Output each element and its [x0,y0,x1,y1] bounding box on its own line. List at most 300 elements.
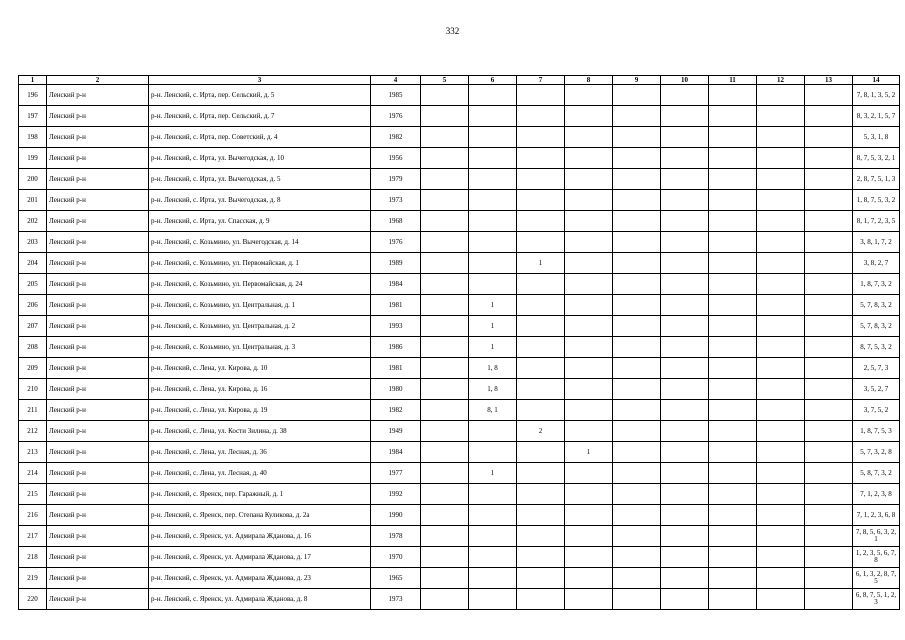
col5-cell [421,421,469,442]
col14-cell: 2, 5, 7, 3 [853,358,900,379]
col11-cell [709,379,757,400]
col6-cell [469,169,517,190]
column-header-9: 9 [613,76,661,85]
address-cell: р-н. Ленский, с. Лена, ул. Кирова, д. 16 [149,379,371,400]
col12-cell [757,127,805,148]
col6-cell [469,526,517,547]
col10-cell [661,589,709,610]
row-number: 213 [19,442,47,463]
col8-cell [565,421,613,442]
district-cell: Ленский р-н [47,85,149,106]
district-cell: Ленский р-н [47,589,149,610]
col11-cell [709,274,757,295]
col8-cell: 1 [565,442,613,463]
col13-cell [805,148,853,169]
col12-cell [757,316,805,337]
col5-cell [421,568,469,589]
col10-cell [661,379,709,400]
col10-cell [661,85,709,106]
col12-cell [757,421,805,442]
year-cell: 1986 [371,337,421,358]
col13-cell [805,127,853,148]
col14-cell: 8, 1, 7, 2, 3, 5 [853,211,900,232]
row-number: 203 [19,232,47,253]
col7-cell [517,547,565,568]
col9-cell [613,148,661,169]
col7-cell [517,589,565,610]
col12-cell [757,484,805,505]
col6-cell [469,505,517,526]
col7-cell [517,484,565,505]
col8-cell [565,274,613,295]
col9-cell [613,421,661,442]
table-body [19,85,900,610]
col12-cell [757,442,805,463]
col9-cell [613,484,661,505]
col6-cell [469,232,517,253]
col9-cell [613,316,661,337]
col6-cell: 1 [469,295,517,316]
col10-cell [661,316,709,337]
col14-cell: 8, 3, 2, 1, 5, 7 [853,106,900,127]
address-cell: р-н. Ленский, с. Ирта, ул. Вычегодская, д. 5 [149,169,371,190]
col14-cell: 7, 8, 1, 3, 5, 2 [853,85,900,106]
table-row [19,190,900,211]
col7-cell [517,169,565,190]
col11-cell [709,442,757,463]
col12-cell [757,106,805,127]
row-number: 201 [19,190,47,211]
district-cell: Ленский р-н [47,400,149,421]
page-number: 332 [445,26,460,36]
row-number: 218 [19,547,47,568]
col8-cell [565,148,613,169]
col7-cell [517,211,565,232]
col10-cell [661,148,709,169]
col6-cell [469,253,517,274]
col5-cell [421,442,469,463]
col9-cell [613,589,661,610]
row-number: 196 [19,85,47,106]
col14-cell: 1, 8, 7, 5, 3 [853,421,900,442]
col8-cell [565,589,613,610]
col12-cell [757,253,805,274]
col5-cell [421,400,469,421]
col9-cell [613,295,661,316]
table-row [19,442,900,463]
district-cell: Ленский р-н [47,547,149,568]
district-cell: Ленский р-н [47,463,149,484]
col7-cell [517,463,565,484]
col13-cell [805,316,853,337]
col14-cell: 7, 8, 5, 6, 3, 2, 1 [853,526,900,547]
table-row [19,253,900,274]
year-cell: 1973 [371,589,421,610]
district-cell: Ленский р-н [47,106,149,127]
district-cell: Ленский р-н [47,253,149,274]
col7-cell [517,358,565,379]
district-cell: Ленский р-н [47,232,149,253]
table-row [19,547,900,568]
address-cell: р-н. Ленский, с. Яренск, ул. Адмирала Жданова, д. 8 [149,589,371,610]
col9-cell [613,463,661,484]
row-number: 214 [19,463,47,484]
row-number: 198 [19,127,47,148]
row-number: 199 [19,148,47,169]
table-row [19,337,900,358]
col9-cell [613,379,661,400]
year-cell: 1980 [371,379,421,400]
district-cell: Ленский р-н [47,505,149,526]
col8-cell [565,484,613,505]
col13-cell [805,463,853,484]
col11-cell [709,169,757,190]
col8-cell [565,316,613,337]
year-cell: 1984 [371,442,421,463]
col11-cell [709,421,757,442]
col7-cell [517,505,565,526]
col11-cell [709,589,757,610]
col12-cell [757,463,805,484]
col9-cell [613,400,661,421]
col8-cell [565,400,613,421]
year-cell: 1981 [371,358,421,379]
col13-cell [805,442,853,463]
year-cell: 1984 [371,274,421,295]
col7-cell [517,379,565,400]
year-cell: 1976 [371,106,421,127]
table-row [19,232,900,253]
col12-cell [757,526,805,547]
address-cell: р-н. Ленский, с. Яренск, пер. Степана Куликова, д. 2а [149,505,371,526]
col8-cell [565,106,613,127]
col8-cell [565,379,613,400]
year-cell: 1993 [371,316,421,337]
district-cell: Ленский р-н [47,295,149,316]
year-cell: 1968 [371,211,421,232]
col5-cell [421,337,469,358]
col10-cell [661,106,709,127]
year-cell: 1981 [371,295,421,316]
col10-cell [661,400,709,421]
col6-cell [469,274,517,295]
col12-cell [757,589,805,610]
col5-cell [421,211,469,232]
row-number: 217 [19,526,47,547]
year-cell: 1992 [371,484,421,505]
col5-cell [421,316,469,337]
col10-cell [661,295,709,316]
address-cell: р-н. Ленский, с. Яренск, ул. Адмирала Жданова, д. 16 [149,526,371,547]
row-number: 197 [19,106,47,127]
col9-cell [613,106,661,127]
table-row [19,169,900,190]
col6-cell: 8, 1 [469,400,517,421]
col14-cell: 5, 8, 7, 3, 2 [853,463,900,484]
col11-cell [709,295,757,316]
col9-cell [613,358,661,379]
column-header-8: 8 [565,76,613,85]
year-cell: 1965 [371,568,421,589]
col5-cell [421,379,469,400]
table-row [19,358,900,379]
col6-cell: 1, 8 [469,379,517,400]
district-cell: Ленский р-н [47,337,149,358]
table-row [19,211,900,232]
col7-cell [517,442,565,463]
col13-cell [805,547,853,568]
col12-cell [757,232,805,253]
address-cell: р-н. Ленский, с. Лена, ул. Кирова, д. 10 [149,358,371,379]
col13-cell [805,337,853,358]
row-number: 211 [19,400,47,421]
col10-cell [661,358,709,379]
address-cell: р-н. Ленский, с. Козьмино, ул. Центральная, д. 2 [149,316,371,337]
col5-cell [421,295,469,316]
col8-cell [565,568,613,589]
col6-cell [469,190,517,211]
col5-cell [421,232,469,253]
col8-cell [565,526,613,547]
address-cell: р-н. Ленский, с. Козьмино, ул. Первомайская, д. 24 [149,274,371,295]
col12-cell [757,211,805,232]
col5-cell [421,148,469,169]
col12-cell [757,190,805,211]
col8-cell [565,211,613,232]
col6-cell [469,127,517,148]
col6-cell [469,568,517,589]
district-cell: Ленский р-н [47,211,149,232]
col12-cell [757,295,805,316]
col5-cell [421,190,469,211]
address-cell: р-н. Ленский, с. Лена, ул. Лесная, д. 36 [149,442,371,463]
col14-cell: 8, 7, 5, 3, 2, 1 [853,148,900,169]
year-cell: 1985 [371,85,421,106]
col9-cell [613,274,661,295]
col7-cell [517,526,565,547]
col6-cell [469,589,517,610]
district-cell: Ленский р-н [47,568,149,589]
col14-cell: 5, 3, 1, 8 [853,127,900,148]
district-cell: Ленский р-н [47,442,149,463]
table-row [19,568,900,589]
col6-cell [469,85,517,106]
col12-cell [757,358,805,379]
col11-cell [709,526,757,547]
address-cell: р-н. Ленский, с. Козьмино, ул. Вычегодская, д. 14 [149,232,371,253]
row-number: 207 [19,316,47,337]
district-cell: Ленский р-н [47,274,149,295]
col11-cell [709,106,757,127]
col7-cell [517,295,565,316]
address-cell: р-н. Ленский, с. Ирта, ул. Вычегодская, д. 10 [149,148,371,169]
col6-cell [469,421,517,442]
address-cell: р-н. Ленский, с. Ирта, пер. Сельский, д. 7 [149,106,371,127]
col11-cell [709,484,757,505]
col5-cell [421,106,469,127]
col7-cell [517,316,565,337]
col10-cell [661,337,709,358]
col7-cell: 1 [517,253,565,274]
col11-cell [709,568,757,589]
address-cell: р-н. Ленский, с. Ирта, пер. Советский, д. 4 [149,127,371,148]
column-header-6: 6 [469,76,517,85]
col11-cell [709,148,757,169]
district-cell: Ленский р-н [47,169,149,190]
col13-cell [805,211,853,232]
row-number: 202 [19,211,47,232]
col10-cell [661,211,709,232]
col10-cell [661,190,709,211]
address-cell: р-н. Ленский, с. Козьмино, ул. Центральная, д. 1 [149,295,371,316]
year-cell: 1949 [371,421,421,442]
col7-cell [517,190,565,211]
year-cell: 1970 [371,547,421,568]
col7-cell [517,106,565,127]
table-row [19,295,900,316]
col10-cell [661,169,709,190]
col13-cell [805,232,853,253]
col10-cell [661,442,709,463]
col12-cell [757,547,805,568]
col7-cell [517,85,565,106]
row-number: 210 [19,379,47,400]
col7-cell [517,127,565,148]
col14-cell: 2, 8, 7, 5, 1, 3 [853,169,900,190]
col14-cell: 5, 7, 8, 3, 2 [853,316,900,337]
row-number: 212 [19,421,47,442]
col14-cell: 3, 7, 5, 2 [853,400,900,421]
col5-cell [421,127,469,148]
table-row [19,505,900,526]
row-number: 206 [19,295,47,316]
col13-cell [805,400,853,421]
col9-cell [613,127,661,148]
col14-cell: 3, 5, 2, 7 [853,379,900,400]
col10-cell [661,421,709,442]
table-row [19,316,900,337]
col14-cell: 3, 8, 1, 7, 2 [853,232,900,253]
year-cell: 1982 [371,127,421,148]
year-cell: 1982 [371,400,421,421]
col13-cell [805,568,853,589]
col14-cell: 5, 7, 3, 2, 8 [853,442,900,463]
col8-cell [565,358,613,379]
col10-cell [661,547,709,568]
col5-cell [421,589,469,610]
col6-cell [469,547,517,568]
col11-cell [709,463,757,484]
address-cell: р-н. Ленский, с. Ирта, ул. Спасская, д. 9 [149,211,371,232]
year-cell: 1979 [371,169,421,190]
col10-cell [661,484,709,505]
col11-cell [709,232,757,253]
col8-cell [565,337,613,358]
table-row [19,589,900,610]
col5-cell [421,85,469,106]
col13-cell [805,589,853,610]
col13-cell [805,358,853,379]
table-row [19,379,900,400]
col9-cell [613,442,661,463]
col11-cell [709,253,757,274]
year-cell: 1973 [371,190,421,211]
col10-cell [661,568,709,589]
col8-cell [565,85,613,106]
col13-cell [805,274,853,295]
col12-cell [757,400,805,421]
col14-cell: 3, 8, 2, 7 [853,253,900,274]
col14-cell: 6, 8, 7, 5, 1, 2, 3 [853,589,900,610]
col8-cell [565,190,613,211]
col14-cell: 8, 7, 5, 3, 2 [853,337,900,358]
row-number: 209 [19,358,47,379]
header-row [19,76,900,85]
col12-cell [757,337,805,358]
table-row [19,421,900,442]
col14-cell: 5, 7, 8, 3, 2 [853,295,900,316]
table-row [19,484,900,505]
col5-cell [421,169,469,190]
col7-cell [517,274,565,295]
column-header-2: 2 [47,76,149,85]
col13-cell [805,190,853,211]
col11-cell [709,505,757,526]
col12-cell [757,379,805,400]
col11-cell [709,85,757,106]
col6-cell: 1 [469,316,517,337]
col11-cell [709,400,757,421]
col8-cell [565,505,613,526]
col11-cell [709,358,757,379]
col14-cell: 1, 8, 7, 5, 3, 2 [853,190,900,211]
col5-cell [421,484,469,505]
col13-cell [805,169,853,190]
table-row [19,526,900,547]
column-header-7: 7 [517,76,565,85]
col8-cell [565,253,613,274]
col7-cell [517,232,565,253]
register-table [18,75,900,610]
col13-cell [805,253,853,274]
col10-cell [661,505,709,526]
col7-cell [517,400,565,421]
col9-cell [613,232,661,253]
col7-cell: 2 [517,421,565,442]
column-header-12: 12 [757,76,805,85]
year-cell: 1977 [371,463,421,484]
col13-cell [805,421,853,442]
col13-cell [805,526,853,547]
address-cell: р-н. Ленский, с. Козьмино, ул. Первомайская, д. 1 [149,253,371,274]
col14-cell: 6, 1, 3, 2, 8, 7, 5 [853,568,900,589]
year-cell: 1989 [371,253,421,274]
col9-cell [613,337,661,358]
col7-cell [517,568,565,589]
col9-cell [613,547,661,568]
col6-cell [469,484,517,505]
address-cell: р-н. Ленский, с. Ирта, пер. Сельский, д. 5 [149,85,371,106]
col11-cell [709,190,757,211]
row-number: 200 [19,169,47,190]
col5-cell [421,463,469,484]
table-row [19,106,900,127]
col8-cell [565,547,613,568]
district-cell: Ленский р-н [47,421,149,442]
address-cell: р-н. Ленский, с. Лена, ул. Лесная, д. 40 [149,463,371,484]
district-cell: Ленский р-н [47,190,149,211]
row-number: 215 [19,484,47,505]
